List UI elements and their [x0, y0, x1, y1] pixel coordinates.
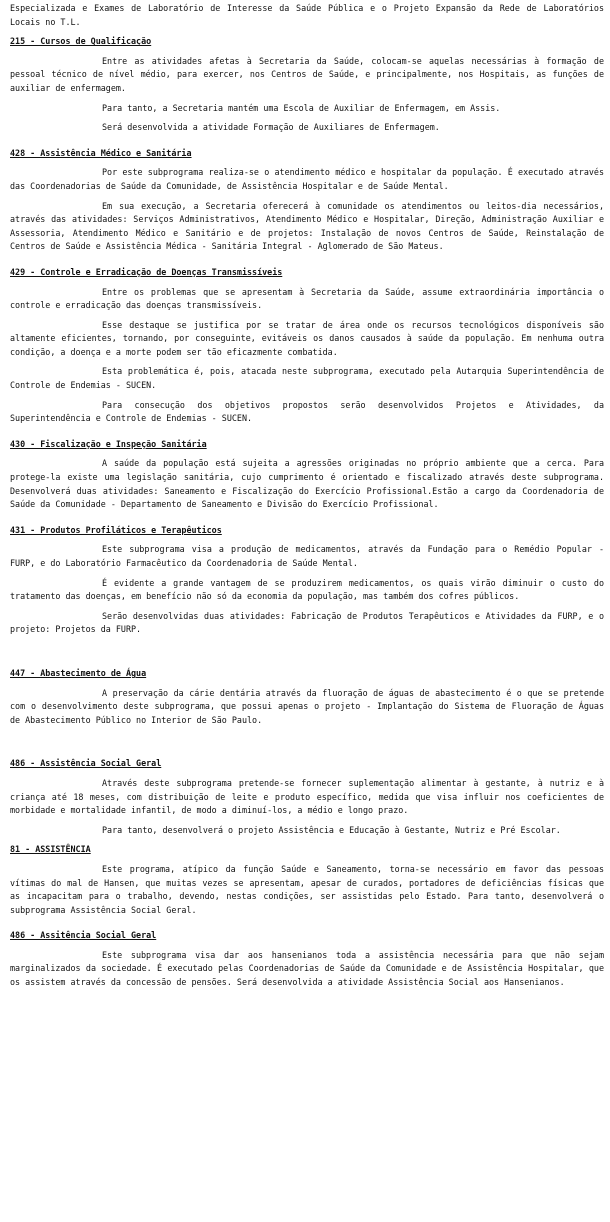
paragraph: Através deste subprograma pretende-se fornecer suplementação alimentar à gestante, à nutriz e à criança até 18 meses, com distribuição de leite e produto específico, medida que visa influir nos coeficientes de morbidade e mortalidade infantil, de modo a diminuí-los, a médio e longo prazo.: [10, 777, 604, 816]
section-heading-429: 429 - Controle e Erradicação de Doenças Transmissíveis: [10, 266, 283, 277]
document-page: [10, 2, 604, 990]
section-heading-81: 81 - ASSISTÊNCIA: [10, 844, 91, 855]
intro-paragraph: Especializada e Exames de Laboratório de Interesse da Saúde Pública e o Projeto Expansão da Rede de Laboratórios Locais no T.L.: [10, 3, 604, 27]
paragraph: Este subprograma visa dar aos hansenianos toda a assistência necessária para que não sejam marginalizados da sociedade. É executado pelas Coordenadorias de Saúde da Comunidade e de Assistência Hospitalar, que os assistem através da concessão de pensões. Será desenvolvida a atividade Assistência Social aos Hansenianos.: [10, 949, 604, 988]
section-heading-431: 431 - Produtos Profiláticos e Terapêuticos: [10, 524, 222, 535]
paragraph: A preservação da cárie dentária através da fluoração de águas de abastecimento é o que se pretende com o desenvolvimento deste subprograma, que possui apenas o projeto - Implantação do Sistema de Fluoração de Águas de Abastecimento Público no Interior de São Paulo.: [10, 687, 604, 725]
paragraph: Entre os problemas que se apresentam à Secretaria da Saúde, assume extraordinária importância o controle e erradicação das doenças transmissíveis.: [10, 286, 604, 311]
paragraph: Serão desenvolvidas duas atividades: Fabricação de Produtos Terapêuticos e Atividades da FURP, e o projeto: Projetos da FURP.: [10, 610, 604, 635]
paragraph: Este subprograma visa a produção de medicamentos, através da Fundação para o Remédio Popular - FURP, e do Laboratório Farmacêutico da Coordenadoria de Saúde Mental.: [10, 544, 604, 568]
paragraph: Para tanto, a Secretaria mantém uma Escola de Auxiliar de Enfermagem, em Assis.: [102, 102, 501, 113]
section-heading-428: 428 - Assistência Médico e Sanitária: [10, 147, 192, 158]
paragraph: Esse destaque se justifica por se tratar de área onde os recursos tecnológicos disponíveis são altamente eficientes, tornando, por conseguinte, evitáveis os danos causados à saúde da população. Em nenhuma outra condição, a doença e a morte podem ser tão eficazmente combatida.: [10, 319, 604, 357]
paragraph: Para tanto, desenvolverá o projeto Assistência e Educação à Gestante, Nutriz e Pré Escolar.: [102, 824, 561, 835]
paragraph: Será desenvolvida a atividade Formação de Auxiliares de Enfermagem.: [102, 122, 440, 133]
section-heading-447: 447 - Abastecimento de Água: [10, 667, 147, 678]
paragraph: Por este subprograma realiza-se o atendimento médico e hospitalar da população. É executado através das Coordenadorias de Saúde da Comunidade, de Assistência Hospitalar e de Saúde Mental.: [10, 167, 604, 191]
section-heading-430: 430 - Fiscalização e Inspeção Sanitária: [10, 438, 207, 449]
paragraph: Esta problemática é, pois, atacada neste subprograma, executado pela Autarquia Superintendência de Controle de Endemias - SUCEN.: [10, 366, 604, 391]
section-heading-486: 486 - Assistência Social Geral: [10, 758, 162, 769]
section-heading-486-b: 486 - Assitência Social Geral: [10, 930, 157, 941]
paragraph: Em sua execução, a Secretaria oferecerá à comunidade os atendimentos ou leitos-dia necessários, através das atividades: Serviços Administrativos, Atendimento Médico e Hospitalar, Direção, Administração Auxiliar e Assessoria, Atendimento Médico e Sanitário e de projetos: Instalação de novos Centros de Saúde, Reinstalação de Centros de Saúde e Assistência Médica - Sanitária Integral - Aglomerado de São Mateus.: [10, 200, 604, 252]
paragraph: É evidente a grande vantagem de se produzirem medicamentos, os quais virão diminuir o custo do tratamento das doenças, em benefício não só da economia da população, mas também dos cofres públicos.: [10, 577, 604, 602]
section-heading-215: 215 - Cursos de Qualificação: [10, 36, 152, 47]
paragraph: Para consecução dos objetivos propostos serão desenvolvidos Projetos e Atividades, da Superintendência e Controle de Endemias - SUCEN.: [10, 399, 604, 424]
paragraph: Entre as atividades afetas à Secretaria da Saúde, colocam-se aquelas necessárias à formação de pessoal técnico de nível médio, para exercer, nos Centros de Saúde, e principalmente, nos Hospitais, as funções de auxiliar de enfermagem.: [10, 55, 604, 93]
paragraph: Este programa, atípico da função Saúde e Saneamento, torna-se necessário em favor das pessoas vítimas do mal de Hansen, que muitas vezes se apresentam, apesar de curados, portadores de deficiências físicas que as incapacitam para o trabalho, devendo, nestas condições, ser assistidas pelo Estado. Para tanto, desenvolverá o subprograma Assistência Social Geral.: [10, 863, 604, 915]
paragraph: A saúde da população está sujeita a agressões originadas no próprio ambiente que a cerca. Para protege-la existe uma legislação sanitária, cujo cumprimento é orientado e fiscalizado através deste subprograma. Desenvolverá duas atividades: Saneamento e Fiscalização do Exercício Profissional.Estão a cargo da Coordenadoria de Saúde da Comunidade - Departamento de Saneamento e Divisão do Exercício Profissional.: [10, 458, 604, 510]
